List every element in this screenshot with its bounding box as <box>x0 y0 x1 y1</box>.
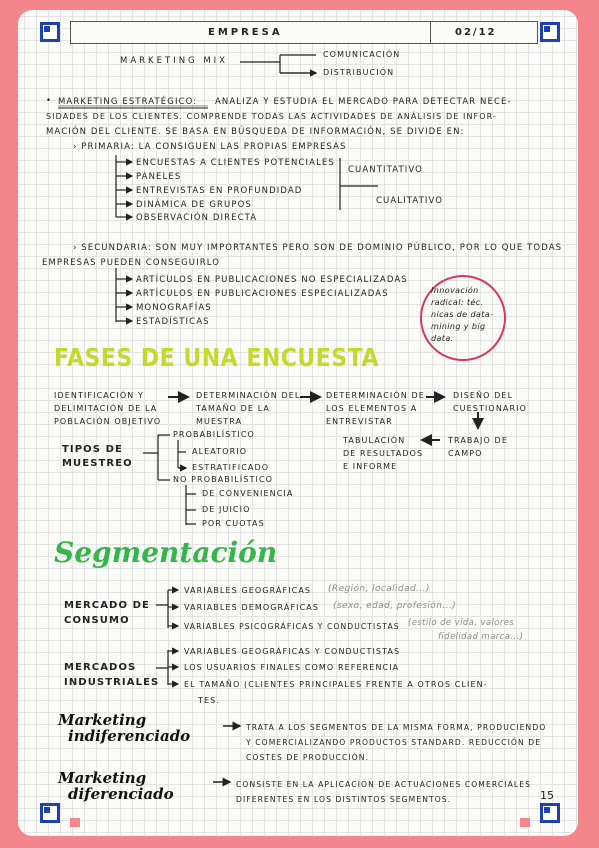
no-probabilistico-label: NO PROBABILÍSTICO <box>173 475 274 484</box>
primaria-item: ENTREVISTAS EN PROFUNDIDAD <box>136 186 303 196</box>
mercado-consumo-line: MERCADO DE <box>64 600 150 611</box>
marketing-indiferenciado-text-line: Y COMERCIALIZANDO PRODUCTOS STANDARD. REDUCCIÓN DE <box>246 738 542 747</box>
secundaria-item: ARTÍCULOS EN PUBLICACIONES NO ESPECIALIZADAS <box>136 275 408 285</box>
marketing-estrategico-label: MARKETING ESTRATÉGICO: <box>58 97 198 107</box>
secundaria-item: ESTADÍSTICAS <box>136 317 210 327</box>
prob-item: ESTRATIFICADO <box>192 463 270 472</box>
innovation-note-line: radical: téc. <box>431 298 484 307</box>
mercados-industriales-label <box>64 660 159 690</box>
fase-step-line: TRABAJO DE <box>448 436 508 445</box>
fase-step-2 <box>196 389 300 428</box>
fase-step-line: DETERMINACIÓN DEL <box>196 391 301 400</box>
page-title: EMPRESA <box>208 27 283 38</box>
primaria-heading: › PRIMARIA: LA CONSIGUEN LAS PROPIAS EMPRESAS <box>73 142 347 152</box>
type-cualitativo: CUALITATIVO <box>376 196 444 206</box>
page-number: 15 <box>540 789 554 802</box>
fase-step-line: DELIMITACIÓN DE LA <box>54 404 158 413</box>
consumo-note: (sexo, edad, profesión...) <box>333 601 457 611</box>
marketing-indiferenciado-text-line: TRATA A LOS SEGMENTOS DE LA MISMA FORMA, PRODUCIENDO <box>246 723 547 732</box>
industrial-item: VARIABLES GEOGRÁFICAS Y CONDUCTISTAS <box>184 647 401 656</box>
innovation-note-line: mining y big <box>431 322 486 331</box>
prob-item: ALEATORIO <box>192 447 248 456</box>
marketing-diferenciado-text <box>236 777 531 807</box>
fase-step-line: POBLACIÓN OBJETIVO <box>54 417 162 426</box>
fase-step-line: ENTREVISTAR <box>326 417 393 426</box>
notebook-page <box>18 10 578 836</box>
mix-branch-distribucion: DISTRIBUCIÓN <box>323 68 395 77</box>
consumo-note: (estilo de vida, valores <box>408 618 515 628</box>
mix-branch-comunicacion: COMUNICACIÓN <box>323 50 401 59</box>
primaria-item: OBSERVACIÓN DIRECTA <box>136 213 258 223</box>
consumo-item: VARIABLES DEMOGRÁFICAS <box>184 603 320 612</box>
primaria-item: ENCUESTAS A CLIENTES POTENCIALES <box>136 158 335 168</box>
innovation-note-line: Innovación <box>431 286 479 295</box>
consumo-note: fidelidad marca...) <box>438 632 524 642</box>
fase-step-line: CUESTIONARIO <box>453 404 527 413</box>
marketing-estrategico-text: ANALIZA Y ESTUDIA EL MERCADO PARA DETECTAR NECE- <box>215 97 512 107</box>
fase-step-line: DISEÑO DEL <box>453 391 514 400</box>
type-cuantitativo: CUANTITATIVO <box>348 165 423 175</box>
fase-step-line: IDENTIFICACIÓN Y <box>54 391 144 400</box>
page-date: 02/12 <box>455 27 497 38</box>
secundaria-item: ARTÍCULOS EN PUBLICACIONES ESPECIALIZADAS <box>136 289 389 299</box>
marketing-indiferenciado-text-line: COSTES DE PRODUCCIÓN. <box>246 753 370 762</box>
innovation-note-line: data. <box>431 334 454 343</box>
fase-step-4 <box>453 389 527 415</box>
tipos-muestreo-line: TIPOS DE <box>62 444 123 455</box>
primaria-item: PANELES <box>136 172 182 182</box>
fase-step-line: TABULACIÓN <box>343 436 406 445</box>
primaria-item: DINÁMICA DE GRUPOS <box>136 200 252 210</box>
secundaria-heading: › SECUNDARIA: SON MUY IMPORTANTES PERO SON DE DOMINIO PÚBLICO, POR LO QUE TODAS <box>73 243 563 253</box>
fase-step-line: LOS ELEMENTOS A <box>326 404 418 413</box>
marketing-diferenciado-line: Marketing <box>58 769 147 787</box>
marketing-indiferenciado-line: indiferenciado <box>68 727 191 745</box>
bullet: • <box>46 96 53 106</box>
marketing-indiferenciado-text <box>246 720 546 765</box>
fase-step-1 <box>54 389 161 428</box>
marketing-indiferenciado-line: Marketing <box>58 711 147 729</box>
fase-step-line: TAMAÑO DE LA <box>196 404 271 413</box>
marketing-diferenciado-label <box>58 770 174 802</box>
noprob-item: DE CONVENIENCIA <box>202 489 294 498</box>
secundaria-text: EMPRESAS PUEDEN CONSEGUIRLO <box>42 258 221 268</box>
fase-step-line: MUESTRA <box>196 417 243 426</box>
innovation-note <box>431 285 501 345</box>
marketing-estrategico-text: MACIÓN DEL CLIENTE. SE BASA EN BÚSQUEDA DE INFORMACIÓN, SE DIVIDE EN: <box>46 127 465 137</box>
consumo-item: VARIABLES PSICOGRÁFICAS Y CONDUCTISTAS <box>184 622 400 631</box>
fase-step-line: DE RESULTADOS <box>343 449 424 458</box>
industrial-item: EL TAMAÑO (CLIENTES PRINCIPALES FRENTE A OTROS CLIEN- <box>184 680 488 689</box>
marketing-diferenciado-text-line: CONSISTE EN LA APLICACIÓN DE ACTUACIONES COMERCIALES <box>236 780 532 789</box>
consumo-item: VARIABLES GEOGRÁFICAS <box>184 586 312 595</box>
fase-step-line: DETERMINACIÓN DE <box>326 391 425 400</box>
marketing-estrategico-text: SIDADES DE LOS CLIENTES. COMPRENDE TODAS LAS ACTIVIDADES DE ANÁLISIS DE INFOR- <box>46 112 497 121</box>
marketing-indiferenciado-label <box>58 712 190 744</box>
consumo-note: (Región, localidad...) <box>328 584 430 594</box>
tipos-muestreo-label <box>62 443 133 471</box>
industrial-item: LOS USUARIOS FINALES COMO REFERENCIA <box>184 663 400 672</box>
fase-step-5 <box>448 434 508 460</box>
marketing-mix-label: MARKETING MIX <box>120 56 229 66</box>
mercado-consumo-label <box>64 598 150 628</box>
marketing-diferenciado-text-line: DIFERENTES EN LOS DISTINTOS SEGMENTOS. <box>236 795 452 804</box>
innovation-note-line: nicas de data- <box>431 310 494 319</box>
segmentacion-heading: Segmentación <box>54 536 278 569</box>
fase-step-line: E INFORME <box>343 462 398 471</box>
fase-step-6 <box>343 434 423 473</box>
secundaria-item: MONOGRAFÍAS <box>136 303 212 313</box>
marketing-diferenciado-line: diferenciado <box>68 785 174 803</box>
fase-step-line: CAMPO <box>448 449 483 458</box>
noprob-item: POR CUOTAS <box>202 519 265 528</box>
mercados-industriales-line: INDUSTRIALES <box>64 677 160 688</box>
fases-heading: FASES DE UNA ENCUESTA <box>54 344 379 373</box>
mercado-consumo-line: CONSUMO <box>64 615 130 626</box>
probabilistico-label: PROBABILÍSTICO <box>173 430 255 439</box>
noprob-item: DE JUICIO <box>202 505 251 514</box>
mercados-industriales-line: MERCADOS <box>64 662 137 673</box>
industrial-item-cont: TES. <box>198 696 220 705</box>
tipos-muestreo-line: MUESTREO <box>62 458 133 469</box>
fase-step-3 <box>326 389 425 428</box>
